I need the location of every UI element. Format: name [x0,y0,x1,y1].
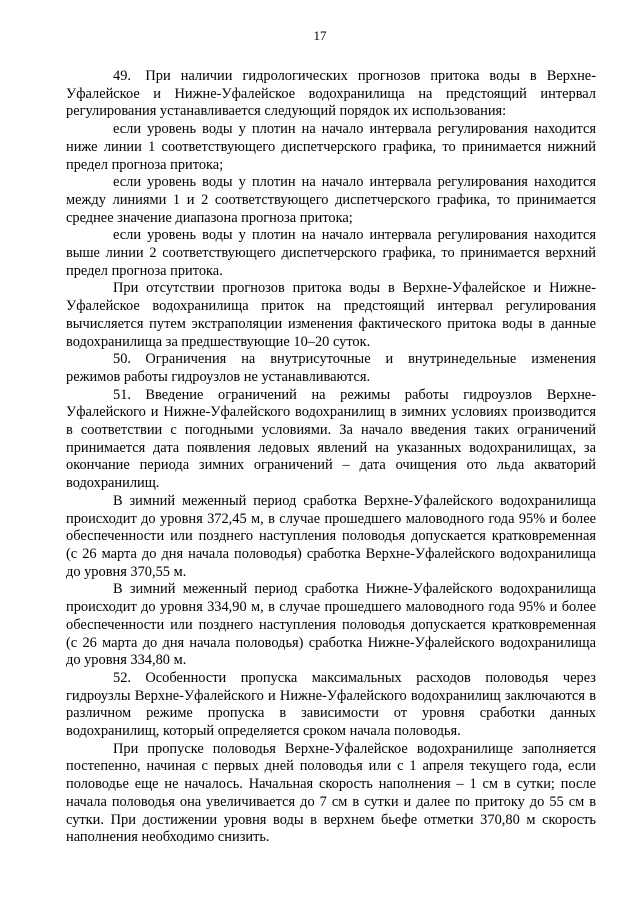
paragraph-49-case-above-line-2: если уровень воды у плотин на начало интервала регулирования находится выше линии 2 соответствующего диспетчерского графика, то принимается верхний предел прогноза притока. [66,227,596,279]
paragraph-49-case-between-lines: если уровень воды у плотин на начало интервала регулирования находится между линиями 1 и 2 соответствующего диспетчерского графика, то принимается среднее значение диапазона прогноза притока; [66,174,596,226]
paragraph-winter-lower-reservoir: В зимний меженный период сработка Нижне-Уфалейского водохранилища происходит до уровня 334,90 м, в случае прошедшего маловодного года 95% и более обеспеченности или позднего наступления половодья допускается кратковременная (с 26 марта до дня начала половодья) сработка Нижне-Уфалейского водохранилища до уровня 334,80 м. [66,581,596,669]
paragraph-51: 51. Введение ограничений на режимы работы гидроузлов Верхне-Уфалейского и Нижне-Уфалейского водохранилищ в зимних условиях производится в соответствии с погодными условиями. За начало введения таких ограничений принимается дата появления ледовых явлений на указанных водохранилищах, за окончание периода зимних ограничений – дата очищения ото льда акваторий водохранилищ. [66,386,596,492]
paragraph-50: 50. Ограничения на внутрисуточные и внутринедельные изменения режимов работы гидроузлов не устанавливаются. [66,351,596,385]
paragraph-52: 52. Особенности пропуска максимальных расходов половодья через гидроузлы Верхне-Уфалейского и Нижне-Уфалейского водохранилищ заключаются в различном режиме пропуска в зависимости от уровня сработки данных водохранилищ, который определяется сроком начала половодья. [66,669,596,740]
paragraph-49: 49. При наличии гидрологических прогнозов притока воды в Верхне-Уфалейское и Нижне-Уфалейское водохранилища на предстоящий интервал регулирования устанавливается следующий порядок их использования: [66,68,596,120]
paragraph-winter-upper-reservoir: В зимний меженный период сработка Верхне-Уфалейского водохранилища происходит до уровня 372,45 м, в случае прошедшего маловодного года 95% и более обеспеченности или позднего наступления половодья допускается кратковременная (с 26 марта до дня начала половодья) сработка Верхне-Уфалейского водохранилища до уровня 370,55 м. [66,492,596,580]
paragraph-49-case-below-line-1: если уровень воды у плотин на начало интервала регулирования находится ниже линии 1 соответствующего диспетчерского графика, то принимается нижний предел прогноза притока; [66,121,596,173]
paragraph-no-forecast: При отсутствии прогнозов притока воды в Верхне-Уфалейское и Нижне-Уфалейское водохранилища приток на предстоящий интервал регулирования вычисляется путем экстраполяции изменения фактического притока воды в данные водохранилища за предшествующие 10–20 суток. [66,280,596,350]
paragraph-flood-filling: При пропуске половодья Верхне-Уфалейское водохранилище заполняется постепенно, начиная с первых дней половодья или с 1 апреля текущего года, если половодье еще не началось. Начальная скорость наполнения – 1 см в сутки; после начала половодья она увеличивается до 7 см в сутки и далее по притоку до 55 см в сутки. При достижении уровня воды в верхнем бьефе отметки 370,80 м скорость наполнения необходимо снизить. [66,740,596,846]
body-text [66,68,596,847]
page-number: 17 [313,28,327,43]
